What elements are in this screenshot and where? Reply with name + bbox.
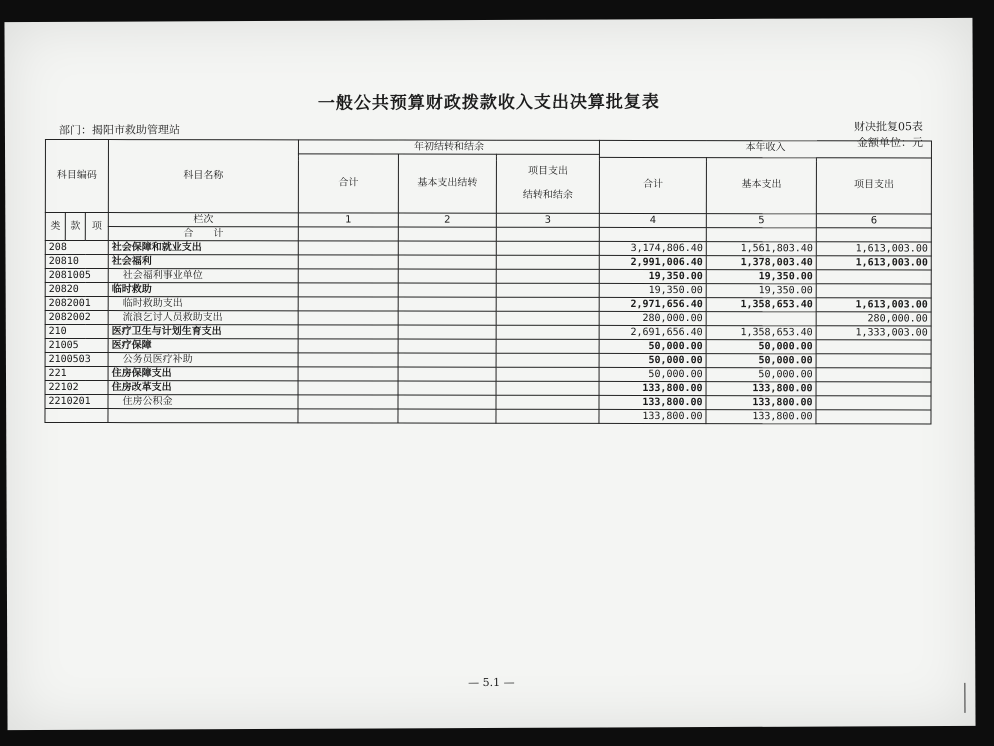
- project-exp-cell: [816, 270, 931, 284]
- project-exp-cell: 1,613,003.00: [816, 242, 931, 256]
- page-number: — 5.1 —: [468, 675, 515, 690]
- basic-exp-cell: 19,350.00: [706, 284, 816, 298]
- basic-carry-cell: [398, 339, 496, 353]
- amount-unit: 金额单位：元: [856, 136, 924, 150]
- table-row: [45, 310, 931, 326]
- basic-exp-cell: [706, 312, 816, 326]
- basic-exp-cell: 19,350.00: [706, 270, 816, 284]
- income-total-cell: 50,000.00: [599, 339, 706, 353]
- subject-name-cell: 社会福利: [108, 255, 298, 269]
- basic-carry-cell: [398, 283, 496, 297]
- header-subject-name: 科目名称: [108, 140, 298, 213]
- header-lan-ci: 栏次: [108, 213, 298, 227]
- basic-exp-cell: 1,358,653.40: [706, 298, 816, 312]
- header-basic-carry: 基本支出结转: [398, 154, 496, 213]
- start-total-cell: [298, 367, 398, 381]
- basic-carry-cell: [398, 269, 496, 283]
- project-exp-cell: [816, 284, 931, 298]
- start-total-cell: [298, 395, 398, 409]
- table-row: [45, 352, 931, 368]
- subject-code-cell: 20810: [45, 254, 108, 268]
- project-carry-cell: [496, 353, 599, 367]
- sum-cell: [496, 227, 599, 241]
- subject-name-cell: 社会保障和就业支出: [108, 241, 298, 255]
- sum-cell: [298, 227, 398, 241]
- project-carry-cell: [496, 367, 599, 381]
- sum-cell: [599, 227, 706, 241]
- income-total-cell: 2,691,656.40: [599, 325, 706, 339]
- header-project-exp: 项目支出: [816, 157, 931, 214]
- subject-code-cell: 20820: [45, 282, 108, 296]
- income-total-cell: 50,000.00: [599, 367, 706, 381]
- subject-code-cell: [45, 408, 108, 422]
- subject-name-cell: 流浪乞讨人员救助支出: [108, 311, 298, 325]
- basic-exp-cell: 1,378,003.40: [706, 256, 816, 270]
- project-exp-cell: 1,333,003.00: [816, 326, 931, 340]
- basic-carry-cell: [398, 255, 496, 269]
- subject-code-cell: 208: [45, 240, 108, 254]
- header-kuan: 款: [65, 212, 85, 240]
- table-row: [45, 366, 931, 382]
- basic-exp-cell: 133,800.00: [706, 382, 816, 396]
- project-exp-cell: 1,613,003.00: [816, 298, 931, 312]
- table-row: [45, 296, 931, 312]
- basic-carry-cell: [398, 395, 496, 409]
- basic-exp-cell: 50,000.00: [706, 354, 816, 368]
- project-carry-cell: [496, 297, 599, 311]
- start-total-cell: [298, 297, 398, 311]
- table-row: [45, 240, 931, 256]
- table-row: [45, 268, 931, 284]
- header-xiang: 项: [85, 213, 108, 241]
- header-basic-exp: 基本支出: [706, 157, 816, 214]
- subject-name-cell: 医疗卫生与计划生育支出: [108, 325, 298, 339]
- start-total-cell: [298, 339, 398, 353]
- project-carry-cell: [496, 395, 599, 409]
- header-start-total: 合计: [298, 154, 398, 213]
- subject-name-cell: 医疗保障: [108, 339, 298, 353]
- sum-cell: [398, 227, 496, 241]
- page-title: 一般公共预算财政拨款收入支出决算批复表: [317, 92, 660, 114]
- col-num-4: 4: [599, 213, 706, 227]
- income-total-cell: 3,174,806.40: [599, 241, 706, 255]
- table-row: [45, 408, 931, 424]
- project-exp-cell: [816, 368, 931, 382]
- subject-code-cell: 2082002: [45, 310, 108, 324]
- start-total-cell: [298, 283, 398, 297]
- column-number-row: [45, 212, 931, 228]
- header-project-carry: [496, 154, 599, 213]
- subject-code-cell: 2100503: [45, 352, 108, 366]
- project-exp-cell: 280,000.00: [816, 312, 931, 326]
- project-carry-cell: [496, 283, 599, 297]
- col-num-2: 2: [398, 213, 496, 227]
- project-carry-cell: [496, 409, 599, 423]
- project-carry-cell: [496, 255, 599, 269]
- form-number: 财决批复05表: [853, 120, 923, 134]
- income-total-cell: 19,350.00: [599, 269, 706, 283]
- col-num-5: 5: [706, 214, 816, 228]
- subject-name-cell: 公务员医疗补助: [108, 353, 298, 367]
- start-total-cell: [298, 269, 398, 283]
- basic-exp-cell: 1,561,803.40: [706, 242, 816, 256]
- basic-carry-cell: [398, 367, 496, 381]
- basic-exp-cell: 50,000.00: [706, 368, 816, 382]
- project-carry-cell: [496, 325, 599, 339]
- table-row: [45, 338, 931, 354]
- col-num-1: 1: [298, 213, 398, 227]
- subject-code-cell: 221: [45, 366, 108, 380]
- subject-code-cell: 2081005: [45, 268, 108, 282]
- table-row: [45, 254, 931, 270]
- header-project-carry-line2: 结转和结余: [522, 189, 573, 201]
- basic-carry-cell: [398, 311, 496, 325]
- table-row: [45, 394, 931, 410]
- basic-exp-cell: 133,800.00: [706, 396, 816, 410]
- department-label: 部门：揭阳市救助管理站: [58, 123, 180, 137]
- subject-code-cell: 2210201: [45, 394, 108, 408]
- project-exp-cell: [816, 396, 931, 410]
- subject-name-cell: 住房改革支出: [108, 381, 298, 395]
- income-total-cell: 280,000.00: [599, 311, 706, 325]
- subject-code-cell: 2082001: [45, 296, 108, 310]
- start-total-cell: [298, 325, 398, 339]
- subject-name-cell: 临时救助: [108, 283, 298, 297]
- table-row: [45, 380, 931, 396]
- project-carry-cell: [496, 339, 599, 353]
- project-carry-cell: [496, 241, 599, 255]
- income-total-cell: 2,971,656.40: [599, 297, 706, 311]
- basic-carry-cell: [398, 325, 496, 339]
- subject-code-cell: 22102: [45, 380, 108, 394]
- project-carry-cell: [496, 311, 599, 325]
- income-total-cell: 133,800.00: [599, 381, 706, 395]
- col-num-6: 6: [816, 214, 931, 228]
- project-exp-cell: [816, 410, 931, 424]
- paper-sheet: [4, 18, 975, 730]
- project-carry-cell: [496, 381, 599, 395]
- header-project-carry-line1: 项目支出: [527, 165, 568, 177]
- project-carry-cell: [496, 269, 599, 283]
- subject-name-cell: 住房保障支出: [108, 367, 298, 381]
- income-total-cell: 133,800.00: [599, 409, 706, 423]
- header-income-total: 合计: [599, 157, 706, 214]
- table-row: [45, 282, 931, 298]
- project-exp-cell: [816, 382, 931, 396]
- basic-carry-cell: [398, 297, 496, 311]
- basic-exp-cell: 1,358,653.40: [706, 326, 816, 340]
- income-total-cell: 2,991,006.40: [599, 255, 706, 269]
- start-total-cell: [298, 381, 398, 395]
- income-total-cell: 19,350.00: [599, 283, 706, 297]
- budget-table: [44, 139, 932, 425]
- sum-row: [45, 226, 931, 242]
- subject-name-cell: 社会福利事业单位: [108, 269, 298, 283]
- basic-carry-cell: [398, 353, 496, 367]
- header-row-1: [45, 139, 931, 155]
- subject-name-cell: [108, 409, 298, 423]
- basic-exp-cell: 50,000.00: [706, 340, 816, 354]
- sum-cell: [816, 228, 931, 242]
- start-total-cell: [298, 255, 398, 269]
- col-num-3: 3: [496, 213, 599, 227]
- subject-code-cell: 21005: [45, 338, 108, 352]
- income-total-cell: 133,800.00: [599, 395, 706, 409]
- header-current-income: 本年收入: [600, 140, 932, 155]
- table-row: [45, 324, 931, 340]
- project-exp-cell: [816, 354, 931, 368]
- start-total-cell: [298, 241, 398, 255]
- subject-name-cell: 临时救助支出: [108, 297, 298, 311]
- sum-cell: [706, 228, 816, 242]
- subject-name-cell: 住房公积金: [108, 395, 298, 409]
- basic-carry-cell: [398, 241, 496, 255]
- start-total-cell: [298, 409, 398, 423]
- income-total-cell: 50,000.00: [599, 353, 706, 367]
- subject-code-cell: 210: [45, 324, 108, 338]
- start-total-cell: [298, 353, 398, 367]
- sum-label: 合 计: [108, 227, 298, 241]
- header-lei: 类: [45, 212, 65, 240]
- project-exp-cell: [816, 340, 931, 354]
- basic-carry-cell: [398, 381, 496, 395]
- paper-edge-mark: [964, 683, 965, 713]
- header-subject-code: 科目编码: [45, 139, 108, 212]
- project-exp-cell: 1,613,003.00: [816, 256, 931, 270]
- start-total-cell: [298, 311, 398, 325]
- header-start-balance: 年初结转和结余: [298, 140, 599, 155]
- basic-exp-cell: 133,800.00: [706, 410, 816, 424]
- basic-carry-cell: [398, 409, 496, 423]
